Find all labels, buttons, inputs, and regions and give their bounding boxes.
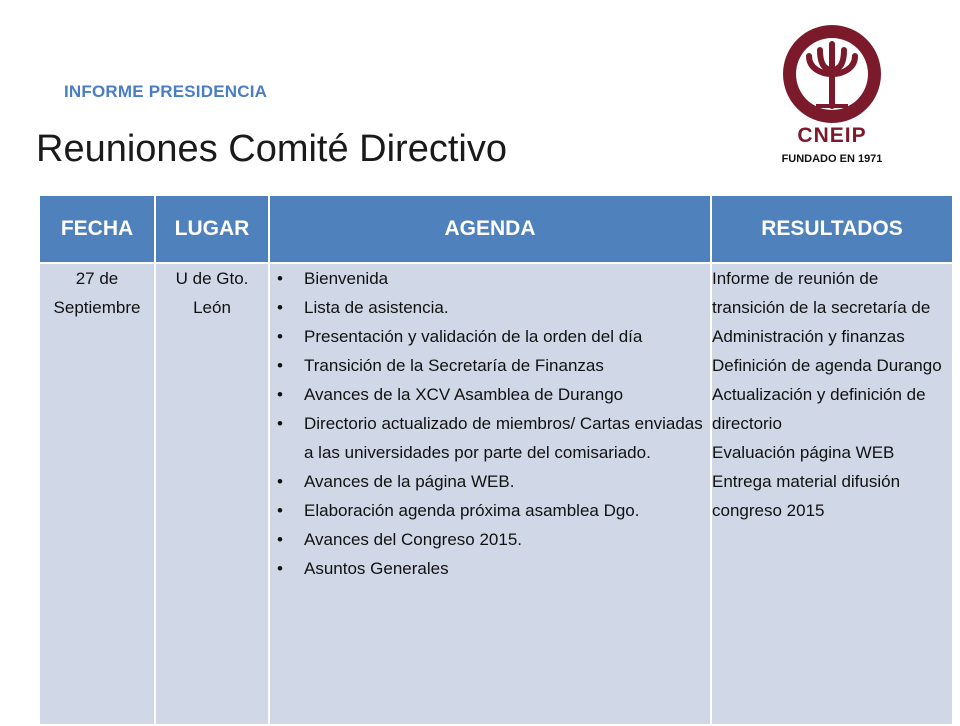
agenda-item: • Avances de la XCV Asamblea de Durango xyxy=(270,380,710,409)
resultado-item: Entrega material difusión congreso 2015 xyxy=(712,472,901,520)
lugar-line: U de Gto. xyxy=(175,269,249,288)
agenda-item: • Transición de la Secretaría de Finanzas xyxy=(270,351,710,380)
agenda-item: • Bienvenida xyxy=(270,264,710,293)
resultado-item: Actualización y definición de directorio xyxy=(712,385,926,433)
cneip-emblem-icon xyxy=(776,22,888,126)
column-header-resultados: RESULTADOS xyxy=(711,195,953,263)
agenda-item: • Avances de la página WEB. xyxy=(270,467,710,496)
resultado-item: Evaluación página WEB xyxy=(712,443,895,462)
lugar-line: León xyxy=(193,298,231,317)
agenda-item: • Directorio actualizado de miembros/ Cartas enviadas a las universidades por parte del comisariado. xyxy=(270,409,710,467)
resultado-item: Definición de agenda Durango xyxy=(712,356,942,375)
cell-resultados xyxy=(711,263,953,725)
agenda-item: • Avances del Congreso 2015. xyxy=(270,525,710,554)
cell-fecha xyxy=(39,263,155,725)
report-kicker: INFORME PRESIDENCIA xyxy=(64,82,268,101)
agenda-list xyxy=(270,264,710,583)
meetings-table xyxy=(38,194,954,726)
logo-name: CNEIP xyxy=(797,124,867,147)
logo-subtitle: FUNDADO EN 1971 xyxy=(781,153,883,165)
column-header-fecha: FECHA xyxy=(39,195,155,263)
agenda-item: • Asuntos Generales xyxy=(270,554,710,583)
column-header-lugar: LUGAR xyxy=(155,195,269,263)
resultado-item: Informe de reunión de transición de la secretaría de Administración y finanzas xyxy=(712,269,931,346)
page-title: Reuniones Comité Directivo xyxy=(36,128,507,170)
cell-lugar xyxy=(155,263,269,725)
table-row xyxy=(39,263,953,725)
agenda-item: • Lista de asistencia. xyxy=(270,293,710,322)
cneip-logo xyxy=(776,22,888,172)
table-header-row xyxy=(39,195,953,263)
fecha-line: 27 de xyxy=(75,269,119,288)
agenda-item: • Elaboración agenda próxima asamblea Dgo. xyxy=(270,496,710,525)
cell-agenda xyxy=(269,263,711,725)
column-header-agenda: AGENDA xyxy=(269,195,711,263)
fecha-line: Septiembre xyxy=(53,298,141,317)
agenda-item: • Presentación y validación de la orden del día xyxy=(270,322,710,351)
